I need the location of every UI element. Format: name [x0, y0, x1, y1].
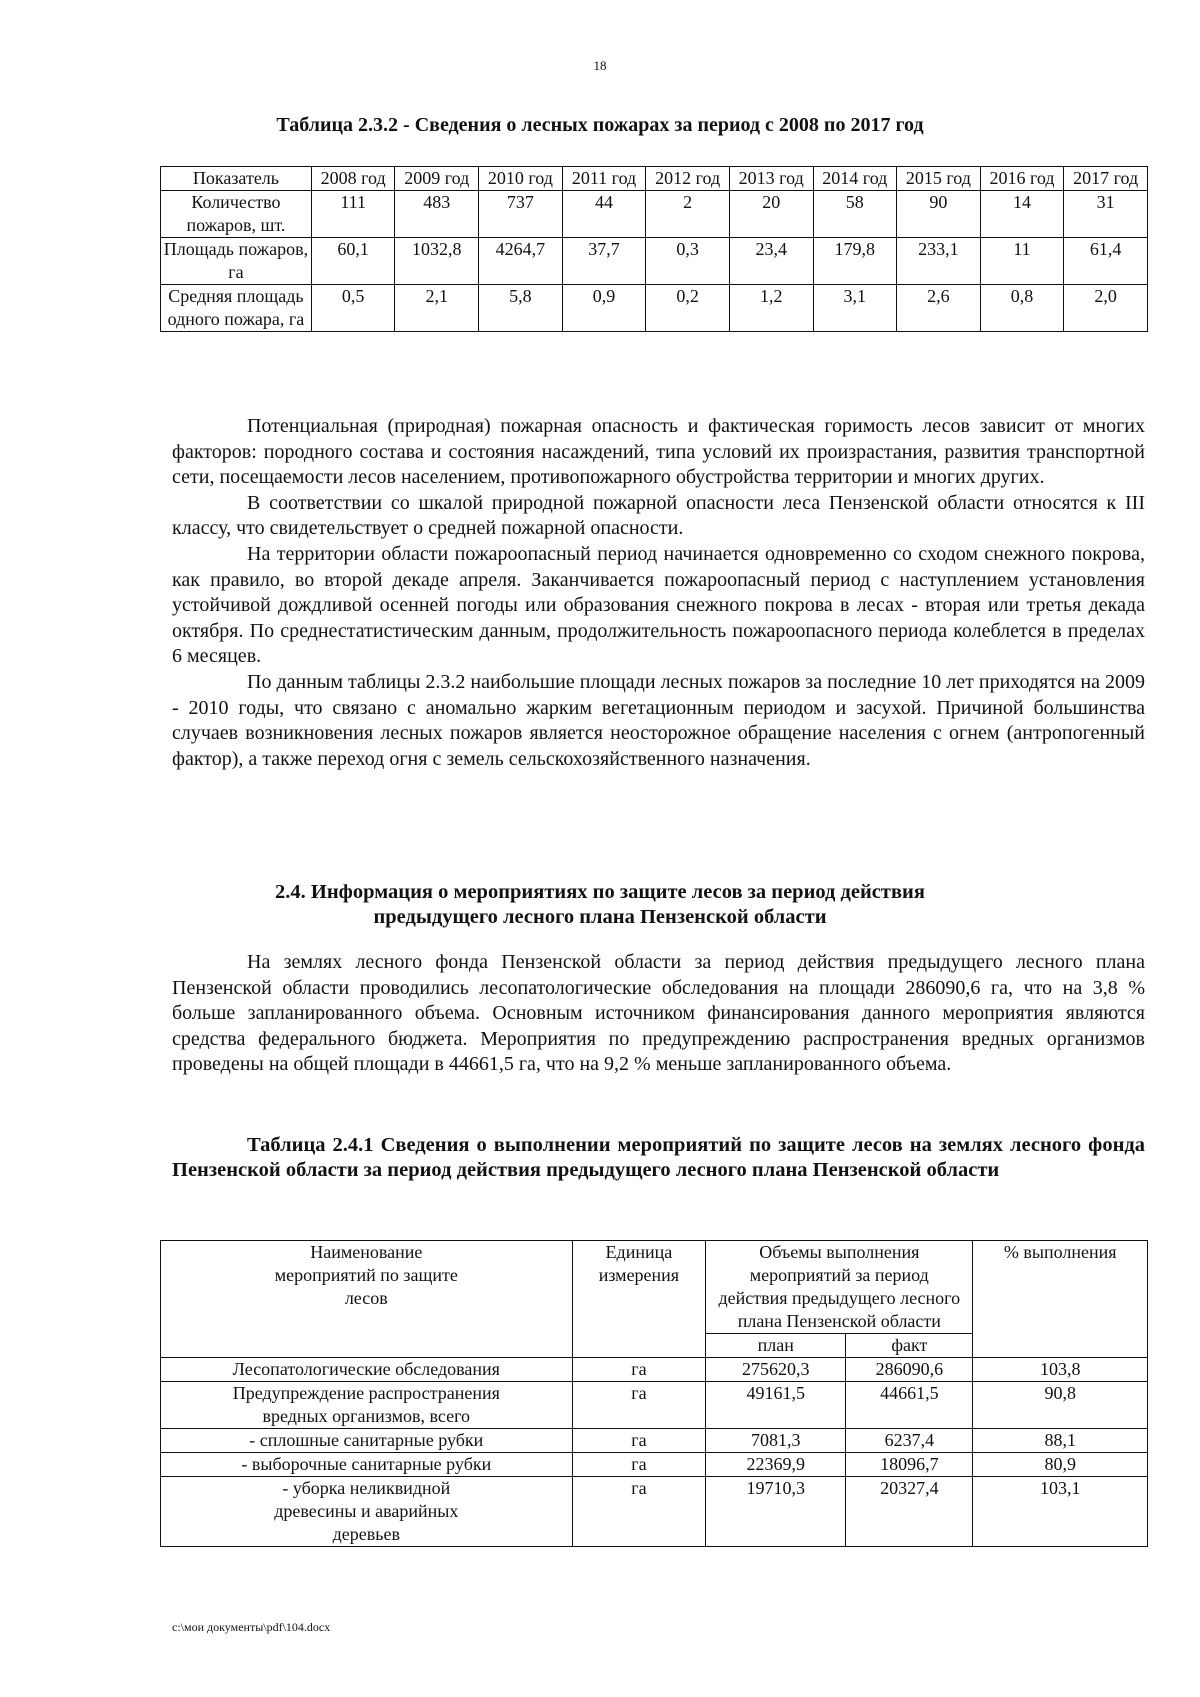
table-cell: га	[572, 1358, 706, 1382]
table-cell: 37,7	[562, 238, 646, 285]
header-cell: 2014 год	[813, 167, 897, 191]
row-label: Средняя площадь одного пожара, га	[161, 285, 312, 332]
header-cell: 2009 год	[395, 167, 479, 191]
header-cell: Объемы выполнения мероприятий за период действия предыдущего лесного плана Пензенской области	[706, 1241, 973, 1334]
table-cell: 18096,7	[846, 1453, 973, 1477]
table-cell: 11	[980, 238, 1064, 285]
header-cell: % выполнения	[973, 1241, 1148, 1358]
header-cell: 2015 год	[897, 167, 981, 191]
header-cell: Единица измерения	[572, 1241, 706, 1358]
header-cell: 2011 год	[562, 167, 646, 191]
table-cell: 103,1	[973, 1477, 1148, 1547]
table-row	[161, 1382, 1148, 1429]
table-cell: 31	[1064, 191, 1148, 238]
table-cell: 286090,6	[846, 1358, 973, 1382]
table-cell: 60,1	[311, 238, 395, 285]
header-cell: 2010 год	[479, 167, 563, 191]
table-row	[161, 1477, 1148, 1547]
table-row	[161, 285, 1148, 332]
table-cell: 483	[395, 191, 479, 238]
table-cell: 275620,3	[706, 1358, 846, 1382]
table-row	[161, 1358, 1148, 1382]
table-cell: га	[572, 1429, 706, 1453]
table-cell: 2	[646, 191, 730, 238]
table-cell: 111	[311, 191, 395, 238]
header-cell: 2013 год	[729, 167, 813, 191]
table-cell: 7081,3	[706, 1429, 846, 1453]
table-cell: 49161,5	[706, 1382, 846, 1429]
table-cell: 5,8	[479, 285, 563, 332]
table-row	[161, 1429, 1148, 1453]
paragraph: На землях лесного фонда Пензенской области за период действия предыдущего лесного плана Пензенской области проводились лесопатологические обследования на площади 286090,6 га, что на 3,8 % больше запланированного объема. Основным источником финансирования данного мероприятия являются средства федерального бюджета. Мероприятия по предупреждению распространения вредных организмов проведены на общей площади в 44661,5 га, что на 9,2 % меньше запланированного объема.	[172, 951, 1145, 1076]
table-row	[161, 1453, 1148, 1477]
header-cell: 2016 год	[980, 167, 1064, 191]
table-cell: 0,5	[311, 285, 395, 332]
table-cell: 58	[813, 191, 897, 238]
table-cell: 6237,4	[846, 1429, 973, 1453]
header-cell: 2012 год	[646, 167, 730, 191]
table-header-row	[161, 1241, 1148, 1334]
header-cell: Наименование мероприятий по защите лесов	[161, 1241, 573, 1358]
row-label: Количество пожаров, шт.	[161, 191, 312, 238]
table-cell: 0,2	[646, 285, 730, 332]
section-heading-line: 2.4. Информация о мероприятиях по защите лесов за период действия	[275, 881, 925, 903]
table2-caption: Таблица 2.4.1 Сведения о выполнении мероприятий по защите лесов на землях лесного фонда Пензенской области за период действия предыдущего лесного плана Пензенской области	[172, 1134, 1145, 1181]
table-cell: га	[572, 1382, 706, 1429]
footer-file-path: c:\мои документы\pdf\104.docx	[172, 1620, 331, 1634]
table-cell: 1,2	[729, 285, 813, 332]
row-label: Площадь пожаров, га	[161, 238, 312, 285]
table-cell: 44661,5	[846, 1382, 973, 1429]
paragraph: В соответствии со шкалой природной пожарной опасности леса Пензенской области относятся к III классу, что свидетельствует о средней пожарной опасности.	[172, 491, 1145, 540]
table-cell: 14	[980, 191, 1064, 238]
table-cell: 3,1	[813, 285, 897, 332]
paragraph: На территории области пожароопасный период начинается одновременно со сходом снежного покрова, как правило, во второй декаде апреля. Заканчивается пожароопасный период с наступлением установления устойчивой дождливой осенней погоды или образования снежного покрова в лесах - вторая или третья декада октября. По среднестатистическим данным, продолжительность пожароопасного периода колеблется в пределах 6 месяцев.	[172, 542, 1145, 668]
row-label: - выборочные санитарные рубки	[161, 1453, 573, 1477]
page-number: 18	[593, 58, 607, 73]
row-label: - сплошные санитарные рубки	[161, 1429, 573, 1453]
table1-caption: Таблица 2.3.2 - Сведения о лесных пожарах за период с 2008 по 2017 год	[276, 114, 924, 136]
table-cell: 103,8	[973, 1358, 1148, 1382]
table-header-row	[161, 167, 1148, 191]
table-cell: 23,4	[729, 238, 813, 285]
table-cell: 2,6	[897, 285, 981, 332]
body-text-section-2-3	[172, 414, 1145, 772]
table-cell: 737	[479, 191, 563, 238]
header-cell: Показатель	[161, 167, 312, 191]
table-cell: 20	[729, 191, 813, 238]
header-cell: 2008 год	[311, 167, 395, 191]
table-cell: 1032,8	[395, 238, 479, 285]
header-cell: факт	[846, 1334, 973, 1358]
body-text-section-2-4	[172, 950, 1145, 1078]
row-label: - уборка неликвидной древесины и аварийных деревьев	[161, 1477, 573, 1547]
paragraph: По данным таблицы 2.3.2 наибольшие площади лесных пожаров за последние 10 лет приходятся на 2009 - 2010 годы, что связано с аномально жарким вегетационным периодом и засухой. Причиной большинства случаев возникновения лесных пожаров является неосторожное обращение населения с огнем (антропогенный фактор), а также переход огня с земель сельскохозяйственного назначения.	[172, 670, 1145, 770]
table-cell: 19710,3	[706, 1477, 846, 1547]
table-row	[161, 238, 1148, 285]
table-cell: 20327,4	[846, 1477, 973, 1547]
table-cell: 233,1	[897, 238, 981, 285]
header-cell: план	[706, 1334, 846, 1358]
section-heading	[0, 880, 1200, 930]
paragraph: Потенциальная (природная) пожарная опасность и фактическая горимость лесов зависит от многих факторов: породного состава и состояния насаждений, типа условий их произрастания, развития транспортной сети, посещаемости лесов населением, противопожарного обустройства территории и многих других.	[172, 415, 1145, 489]
table-cell: 61,4	[1064, 238, 1148, 285]
table-cell: 0,8	[980, 285, 1064, 332]
fires-table	[160, 166, 1148, 332]
protection-measures-table	[160, 1240, 1148, 1547]
section-heading-line: предыдущего лесного плана Пензенской области	[373, 906, 827, 928]
table-cell: 88,1	[973, 1429, 1148, 1453]
table-cell: 2,1	[395, 285, 479, 332]
table-cell: 90	[897, 191, 981, 238]
table-cell: 179,8	[813, 238, 897, 285]
header-cell: 2017 год	[1064, 167, 1148, 191]
table-cell: га	[572, 1453, 706, 1477]
table-cell: 80,9	[973, 1453, 1148, 1477]
table-cell: 2,0	[1064, 285, 1148, 332]
table-cell: 0,3	[646, 238, 730, 285]
row-label: Предупреждение распространения вредных организмов, всего	[161, 1382, 573, 1429]
table-cell: 90,8	[973, 1382, 1148, 1429]
table-cell: га	[572, 1477, 706, 1547]
table-cell: 22369,9	[706, 1453, 846, 1477]
row-label: Лесопатологические обследования	[161, 1358, 573, 1382]
table-row	[161, 191, 1148, 238]
table-cell: 44	[562, 191, 646, 238]
table-cell: 4264,7	[479, 238, 563, 285]
table-cell: 0,9	[562, 285, 646, 332]
